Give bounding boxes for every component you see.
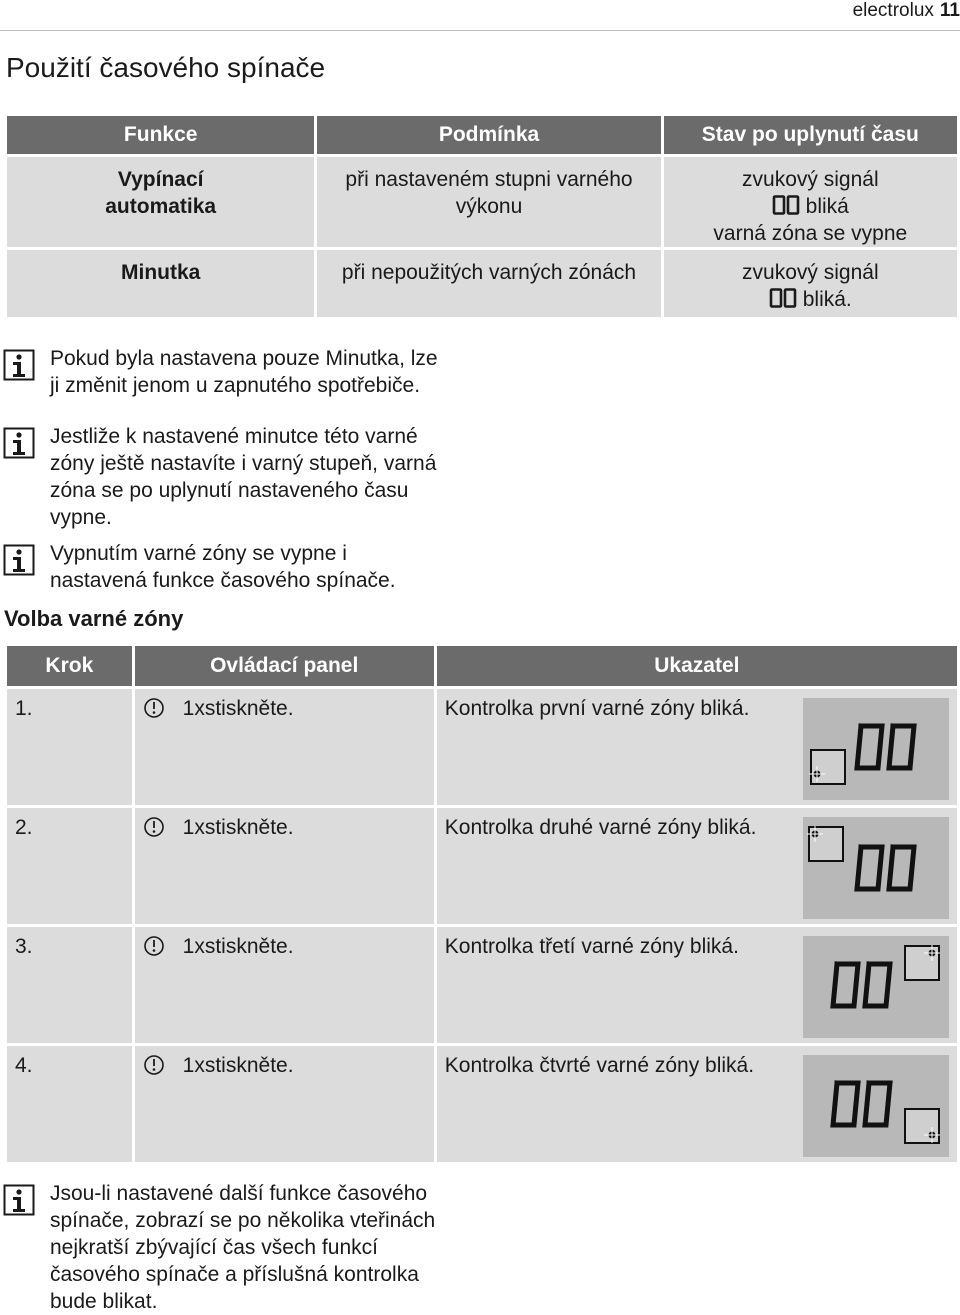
note-line: spínače, zobrazí se po několika vteřinách xyxy=(50,1209,436,1232)
function-cell xyxy=(7,250,314,317)
function-name-line2: automatika xyxy=(105,195,217,218)
timer-function-table xyxy=(4,113,960,320)
section-heading: Volba varné zóny xyxy=(4,606,184,631)
column-header-control-panel: Ovládací panel xyxy=(135,646,434,686)
indicator-text: Kontrolka druhé varné zóny bliká. xyxy=(444,816,757,839)
display-panel xyxy=(803,817,949,919)
note-line: Jestliže k nastavené minutce této varné xyxy=(50,425,418,448)
table-row xyxy=(7,808,957,924)
control-instruction: 1xstiskněte. xyxy=(182,1054,294,1077)
info-icon xyxy=(3,544,35,576)
table-row xyxy=(7,250,957,317)
control-cell xyxy=(135,689,434,805)
state-cell xyxy=(664,250,957,317)
control-instruction: 1xstiskněte. xyxy=(182,697,294,720)
note-line: ji změnit jenom u zapnutého spotřebiče. xyxy=(50,374,421,397)
indicator-text: Kontrolka třetí varné zóny bliká. xyxy=(444,935,739,958)
info-icon xyxy=(3,427,35,459)
indicator-cell xyxy=(437,808,957,924)
note-line: bude blikat. xyxy=(50,1290,158,1313)
control-cell xyxy=(135,808,434,924)
table-row xyxy=(7,927,957,1043)
indicator-text: Kontrolka čtvrté varné zóny bliká. xyxy=(444,1054,755,1077)
column-header-function: Funkce xyxy=(7,116,314,154)
table-row xyxy=(7,157,957,247)
page-header xyxy=(853,0,960,22)
note-line: Pokud byla nastavena pouze Minutka, lze xyxy=(50,347,438,370)
control-cell xyxy=(135,927,434,1043)
condition-text: při nepoužitých varných zónách xyxy=(341,261,637,284)
table-row xyxy=(7,689,957,805)
display-panel xyxy=(803,1055,949,1157)
control-instruction: 1xstiskněte. xyxy=(182,816,294,839)
display-panel xyxy=(803,698,949,800)
state-cell xyxy=(664,157,957,247)
state-text-line3: varná zóna se vypne xyxy=(713,222,908,245)
timer-icon xyxy=(143,697,165,719)
note-line: Vypnutím varné zóny se vypne i xyxy=(50,542,347,565)
state-text-line2 xyxy=(664,193,957,220)
note-line: zóna se po uplynutí nastaveného času xyxy=(50,479,409,502)
condition-text-line2: výkonu xyxy=(455,195,523,218)
function-name: Vypínací xyxy=(117,168,204,191)
function-cell xyxy=(7,157,314,247)
timer-icon xyxy=(143,816,165,838)
indicator-text: Kontrolka první varné zóny bliká. xyxy=(444,697,750,720)
note-line: časového spínače a příslušná kontrolka xyxy=(50,1263,419,1286)
control-instruction: 1xstiskněte. xyxy=(182,935,294,958)
condition-text: při nastaveném stupni varného xyxy=(345,168,633,191)
function-name: Minutka xyxy=(121,261,201,284)
page-title: Použití časového spínače xyxy=(6,52,326,83)
indicator-cell xyxy=(437,927,957,1043)
info-icon xyxy=(3,1184,35,1216)
info-icon xyxy=(3,349,35,381)
header-divider xyxy=(0,30,960,31)
timer-icon xyxy=(143,935,165,957)
display-00-icon xyxy=(772,195,800,215)
note-line: vypne. xyxy=(50,506,112,529)
display-panel xyxy=(803,936,949,1038)
state-text: zvukový signál xyxy=(742,168,879,191)
display-00-icon xyxy=(769,288,797,308)
state-text-line2 xyxy=(664,286,957,313)
note-line: nejkratší zbývající čas všech funkcí xyxy=(50,1236,378,1259)
condition-cell xyxy=(317,157,660,247)
brand-name: electrolux xyxy=(852,0,934,21)
zone-selection-table xyxy=(4,643,960,1165)
info-note xyxy=(0,1180,470,1315)
control-cell xyxy=(135,1046,434,1162)
column-header-state: Stav po uplynutí času xyxy=(664,116,957,154)
state-blink-text: bliká. xyxy=(802,288,852,311)
table-row xyxy=(7,1046,957,1162)
note-line: zóny ještě nastavíte i varný stupeň, varná xyxy=(50,452,437,475)
condition-cell xyxy=(317,250,660,317)
step-number: 3. xyxy=(7,927,132,1043)
info-note xyxy=(0,540,470,594)
indicator-cell xyxy=(437,1046,957,1162)
note-line: Jsou-li nastavené další funkce časového xyxy=(50,1182,428,1205)
step-number: 4. xyxy=(7,1046,132,1162)
state-blink-text: bliká xyxy=(805,195,849,218)
step-number: 1. xyxy=(7,689,132,805)
info-note xyxy=(0,345,470,399)
indicator-cell xyxy=(437,689,957,805)
column-header-condition: Podmínka xyxy=(317,116,660,154)
step-number: 2. xyxy=(7,808,132,924)
column-header-indicator: Ukazatel xyxy=(437,646,957,686)
timer-icon xyxy=(143,1054,165,1076)
page-number: 11 xyxy=(939,0,960,21)
note-line: nastavená funkce časového spínače. xyxy=(50,569,396,592)
state-text: zvukový signál xyxy=(742,261,879,284)
info-note xyxy=(0,423,470,531)
column-header-step: Krok xyxy=(7,646,132,686)
